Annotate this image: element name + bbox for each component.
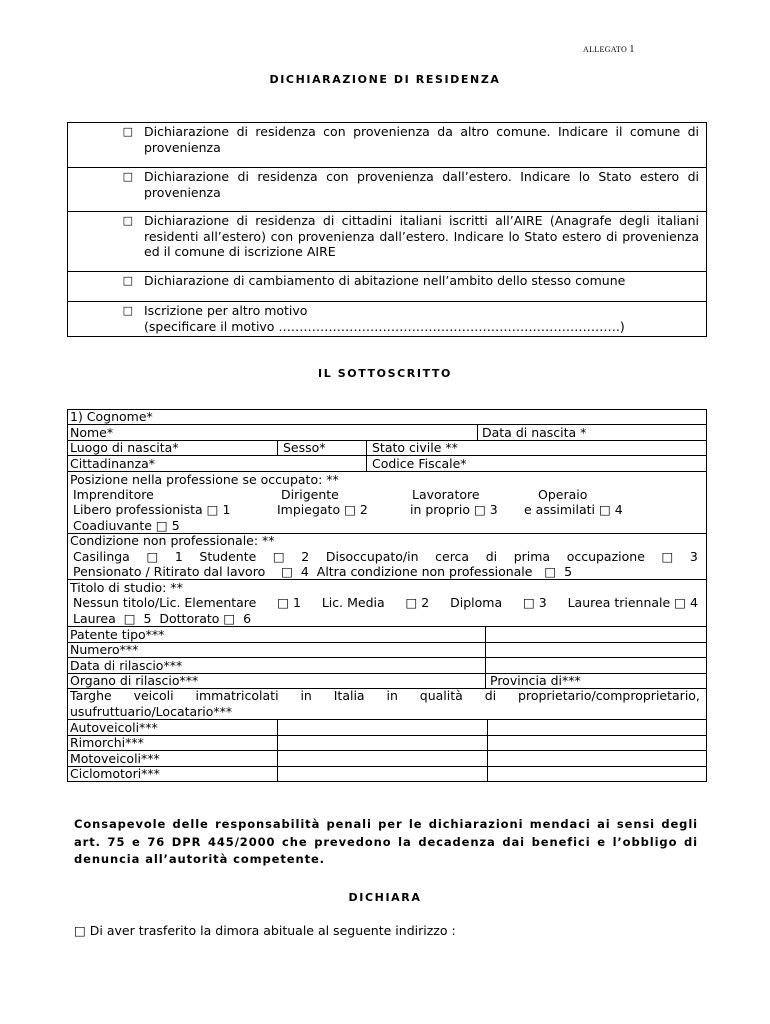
dirigente-label: Dirigente <box>281 487 339 502</box>
professione-title: Posizione nella professione se occupato: ** <box>70 472 339 487</box>
sesso-field[interactable]: Sesso* <box>283 440 326 455</box>
option-row[interactable] <box>68 272 706 289</box>
condizione-line-1[interactable]: Casilinga □ 1 Studente □ 2 Disoccupato/in cerca di prima occupazione □ 3 <box>73 549 698 564</box>
lavoratore-label: Lavoratore <box>412 487 480 502</box>
nome-field[interactable]: Nome* <box>70 425 114 440</box>
luogo-nascita-field[interactable]: Luogo di nascita* <box>70 440 179 455</box>
page-title: DICHIARAZIONE DI RESIDENZA <box>269 73 501 86</box>
organo-rilascio-field[interactable]: Organo di rilascio*** <box>70 673 199 688</box>
assimilati-option[interactable]: e assimilati □ 4 <box>524 502 623 517</box>
checkbox[interactable]: □ <box>122 170 133 183</box>
studio-line-2[interactable]: Laurea □ 5 Dottorato □ 6 <box>73 611 252 626</box>
option-text: Dichiarazione di residenza con provenienza dall’estero. Indicare lo Stato estero di provenienza <box>144 169 699 200</box>
option-text: Dichiarazione di cambiamento di abitazione nell’ambito dello stesso comune <box>144 273 626 288</box>
rimorchi-field[interactable]: Rimorchi*** <box>70 735 144 750</box>
coadiuvante-option[interactable]: Coadiuvante □ 5 <box>73 518 180 533</box>
option-row[interactable] <box>68 168 706 200</box>
condizione-line-2[interactable]: Pensionato / Ritirato dal lavoro □ 4 Altra condizione non professionale □ 5 <box>73 564 573 579</box>
cognome-field[interactable]: 1) Cognome* <box>70 409 153 424</box>
in-proprio-option[interactable]: in proprio □ 3 <box>410 502 498 517</box>
cittadinanza-field[interactable]: Cittadinanza* <box>70 456 156 471</box>
allegato-label: ALLEGATO 1 <box>583 44 635 55</box>
ciclomotori-field[interactable]: Ciclomotori*** <box>70 766 160 781</box>
personal-data-form <box>67 409 707 782</box>
checkbox[interactable]: □ <box>122 125 133 138</box>
imprenditore-label: Imprenditore <box>73 487 154 502</box>
data-nascita-field[interactable]: Data di nascita * <box>482 425 587 440</box>
numero-field[interactable]: Numero*** <box>70 642 139 657</box>
options-table <box>67 122 707 337</box>
targhe-label: Targhe veicoli immatricolati in Italia in qualità di proprietario/comproprietario, <box>70 688 700 703</box>
checkbox[interactable]: □ <box>122 304 133 317</box>
consapevole-paragraph: Consapevole delle responsabilità penali per le dichiarazioni mendaci ai sensi degli art. 75 e 76 DPR 445/2000 che prevedono la decadenza dai benefici e l’obbligo di denuncia all’autorità competente. <box>74 817 698 866</box>
option-text: Iscrizione per altro motivo <box>144 303 308 318</box>
codice-fiscale-field[interactable]: Codice Fiscale* <box>372 456 467 471</box>
provincia-field[interactable]: Provincia di*** <box>490 673 581 688</box>
studio-line-1[interactable]: Nessun titolo/Lic. Elementare □ 1 Lic. Media □ 2 Diploma □ 3 Laurea triennale □ 4 <box>73 595 698 610</box>
operaio-label: Operaio <box>538 487 588 502</box>
option-row[interactable] <box>68 212 706 260</box>
section-title: IL SOTTOSCRITTO <box>318 367 452 380</box>
motoveicoli-field[interactable]: Motoveicoli*** <box>70 751 160 766</box>
option-motivo: (specificare il motivo ……………………………………………………………………….) <box>144 318 625 334</box>
trasferito-option[interactable]: □ Di aver trasferito la dimora abituale al seguente indirizzo : <box>74 923 456 938</box>
option-row[interactable] <box>68 302 706 334</box>
targhe-label-2: usufruttuario/Locatario*** <box>70 704 233 719</box>
studio-title: Titolo di studio: ** <box>70 580 183 595</box>
dichiara-heading: DICHIARA <box>348 891 422 904</box>
data-rilascio-field[interactable]: Data di rilascio*** <box>70 658 183 673</box>
autoveicoli-field[interactable]: Autoveicoli*** <box>70 720 158 735</box>
option-text: Dichiarazione di residenza con provenienza da altro comune. Indicare il comune di provenienza <box>144 124 699 155</box>
condizione-title: Condizione non professionale: ** <box>70 533 275 548</box>
checkbox[interactable]: □ <box>122 214 133 227</box>
impiegato-option[interactable]: Impiegato □ 2 <box>277 502 368 517</box>
option-row[interactable] <box>68 123 706 155</box>
stato-civile-field[interactable]: Stato civile ** <box>372 440 458 455</box>
option-text: Dichiarazione di residenza di cittadini italiani iscritti all’AIRE (Anagrafe degli italiani residenti all’estero) con provenienza dall’estero. Indicare lo Stato estero di provenienza ed il comune di iscrizione AIRE <box>144 213 699 259</box>
checkbox[interactable]: □ <box>122 274 133 287</box>
libero-professionista-option[interactable]: Libero professionista □ 1 <box>73 502 231 517</box>
patente-tipo-field[interactable]: Patente tipo*** <box>70 627 165 642</box>
